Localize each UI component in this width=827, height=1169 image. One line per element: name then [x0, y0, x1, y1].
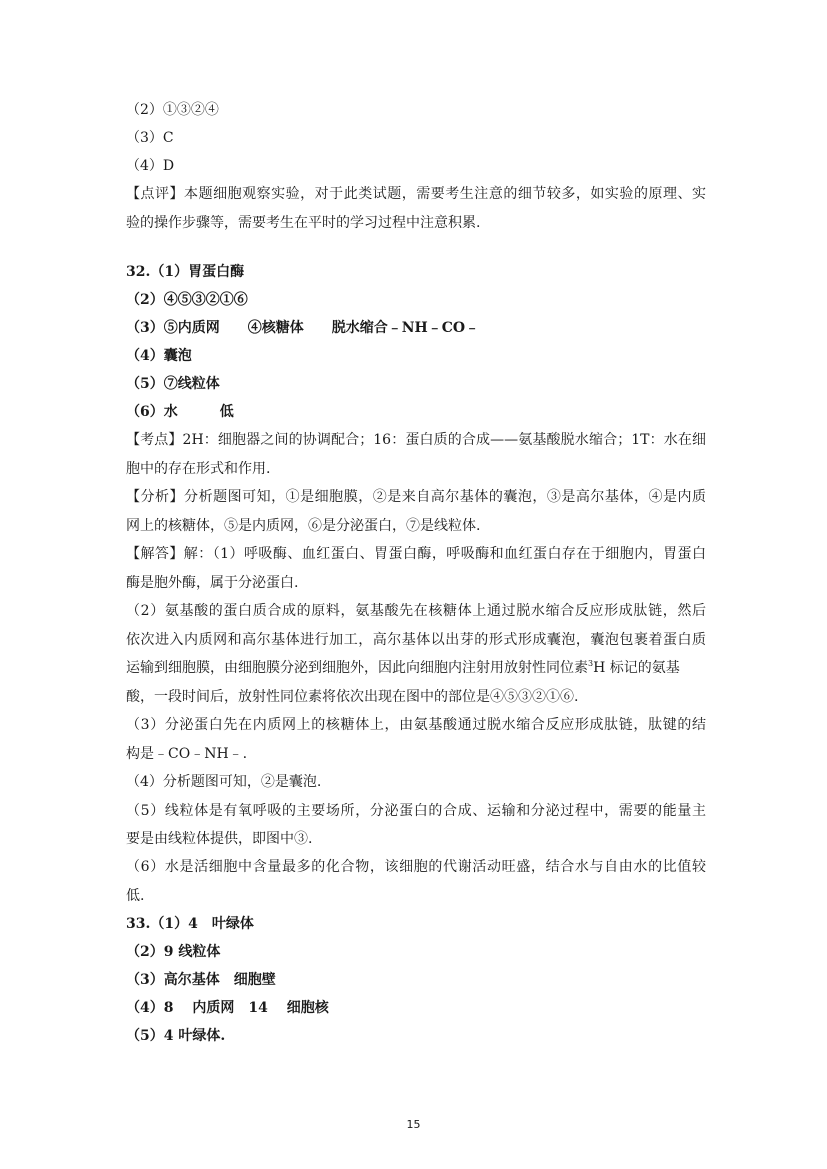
text-line: 胞中的存在形式和作用. [126, 461, 271, 477]
isotope-superscript: 3 [588, 659, 594, 668]
answer-line: （2）④⑤③②①⑥ [126, 292, 248, 308]
text-line: 【点评】本题细胞观察实验，对于此类试题，需要考生注意的细节较多，如实验的原理、实 [126, 186, 706, 202]
text-line: （4）D [126, 158, 175, 174]
text-line: 低. [126, 888, 145, 904]
text-line: 【考点】2H：细胞器之间的协调配合；16：蛋白质的合成——氨基酸脱水缩合；1T：水在细 [126, 432, 706, 448]
answer-line: （6）水 低 [126, 404, 234, 420]
answer-line: （4）囊泡 [126, 348, 192, 364]
text-line: 验的操作步骤等，需要考生在平时的学习过程中注意积累. [126, 215, 481, 231]
answer-line: （4）8 内质网 14 细胞核 [126, 1000, 329, 1016]
answer-line: （3）⑤内质网 ④核糖体 脱水缩合﹣NH﹣CO﹣ [126, 320, 480, 336]
text-line: 构是﹣CO﹣NH﹣. [126, 746, 248, 762]
text-segment: H 标记的氨基 [593, 660, 680, 676]
answer-line: （2）9 线粒体 [126, 944, 221, 960]
text-line: 网上的核糖体，⑤是内质网，⑥是分泌蛋白，⑦是线粒体. [126, 518, 481, 534]
text-line: （3）C [126, 130, 174, 146]
answer-line: （5）4 叶绿体. [126, 1028, 226, 1044]
text-line: 酶是胞外酶，属于分泌蛋白. [126, 575, 299, 591]
text-line [126, 658, 706, 678]
text-line: （5）线粒体是有氧呼吸的主要场所，分泌蛋白的合成、运输和分泌过程中，需要的能量主 [126, 803, 706, 819]
text-line: 酸，一段时间后，放射性同位素将依次出现在图中的部位是④⑤③②①⑥. [126, 689, 579, 705]
answer-line: （3）高尔基体 细胞壁 [126, 972, 276, 988]
text-line: （3）分泌蛋白先在内质网上的核糖体上，由氨基酸通过脱水缩合反应形成肽链，肽键的结 [126, 717, 706, 733]
text-line: 【解答】解：（1）呼吸酶、血红蛋白、胃蛋白酶，呼吸酶和血红蛋白存在于细胞内，胃蛋白 [126, 546, 706, 562]
answer-line: （5）⑦线粒体 [126, 376, 220, 392]
page-number: 15 [406, 1118, 421, 1131]
question-32-heading: 32.（1）胃蛋白酶 [126, 264, 245, 280]
text-line: （2）氨基酸的蛋白质合成的原料，氨基酸先在核糖体上通过脱水缩合反应形成肽链，然后 [126, 603, 706, 619]
text-line: （4）分析题图可知，②是囊泡. [126, 774, 322, 790]
question-33-heading: 33.（1）4 叶绿体 [126, 916, 254, 932]
text-line: （2）①③②④ [126, 102, 219, 118]
text-line: 要是由线粒体提供，即图中③. [126, 831, 313, 847]
text-line: （6）水是活细胞中含量最多的化合物，该细胞的代谢活动旺盛，结合水与自由水的比值较 [126, 859, 706, 875]
text-line: 【分析】分析题图可知，①是细胞膜，②是来自高尔基体的囊泡，③是高尔基体，④是内质 [126, 489, 706, 505]
text-segment: 运输到细胞膜，由细胞膜分泌到细胞外，因此向细胞内注射用放射性同位素 [126, 660, 588, 676]
text-line: 依次进入内质网和高尔基体进行加工，高尔基体以出芽的形式形成囊泡，囊泡包裹着蛋白质 [126, 632, 706, 648]
